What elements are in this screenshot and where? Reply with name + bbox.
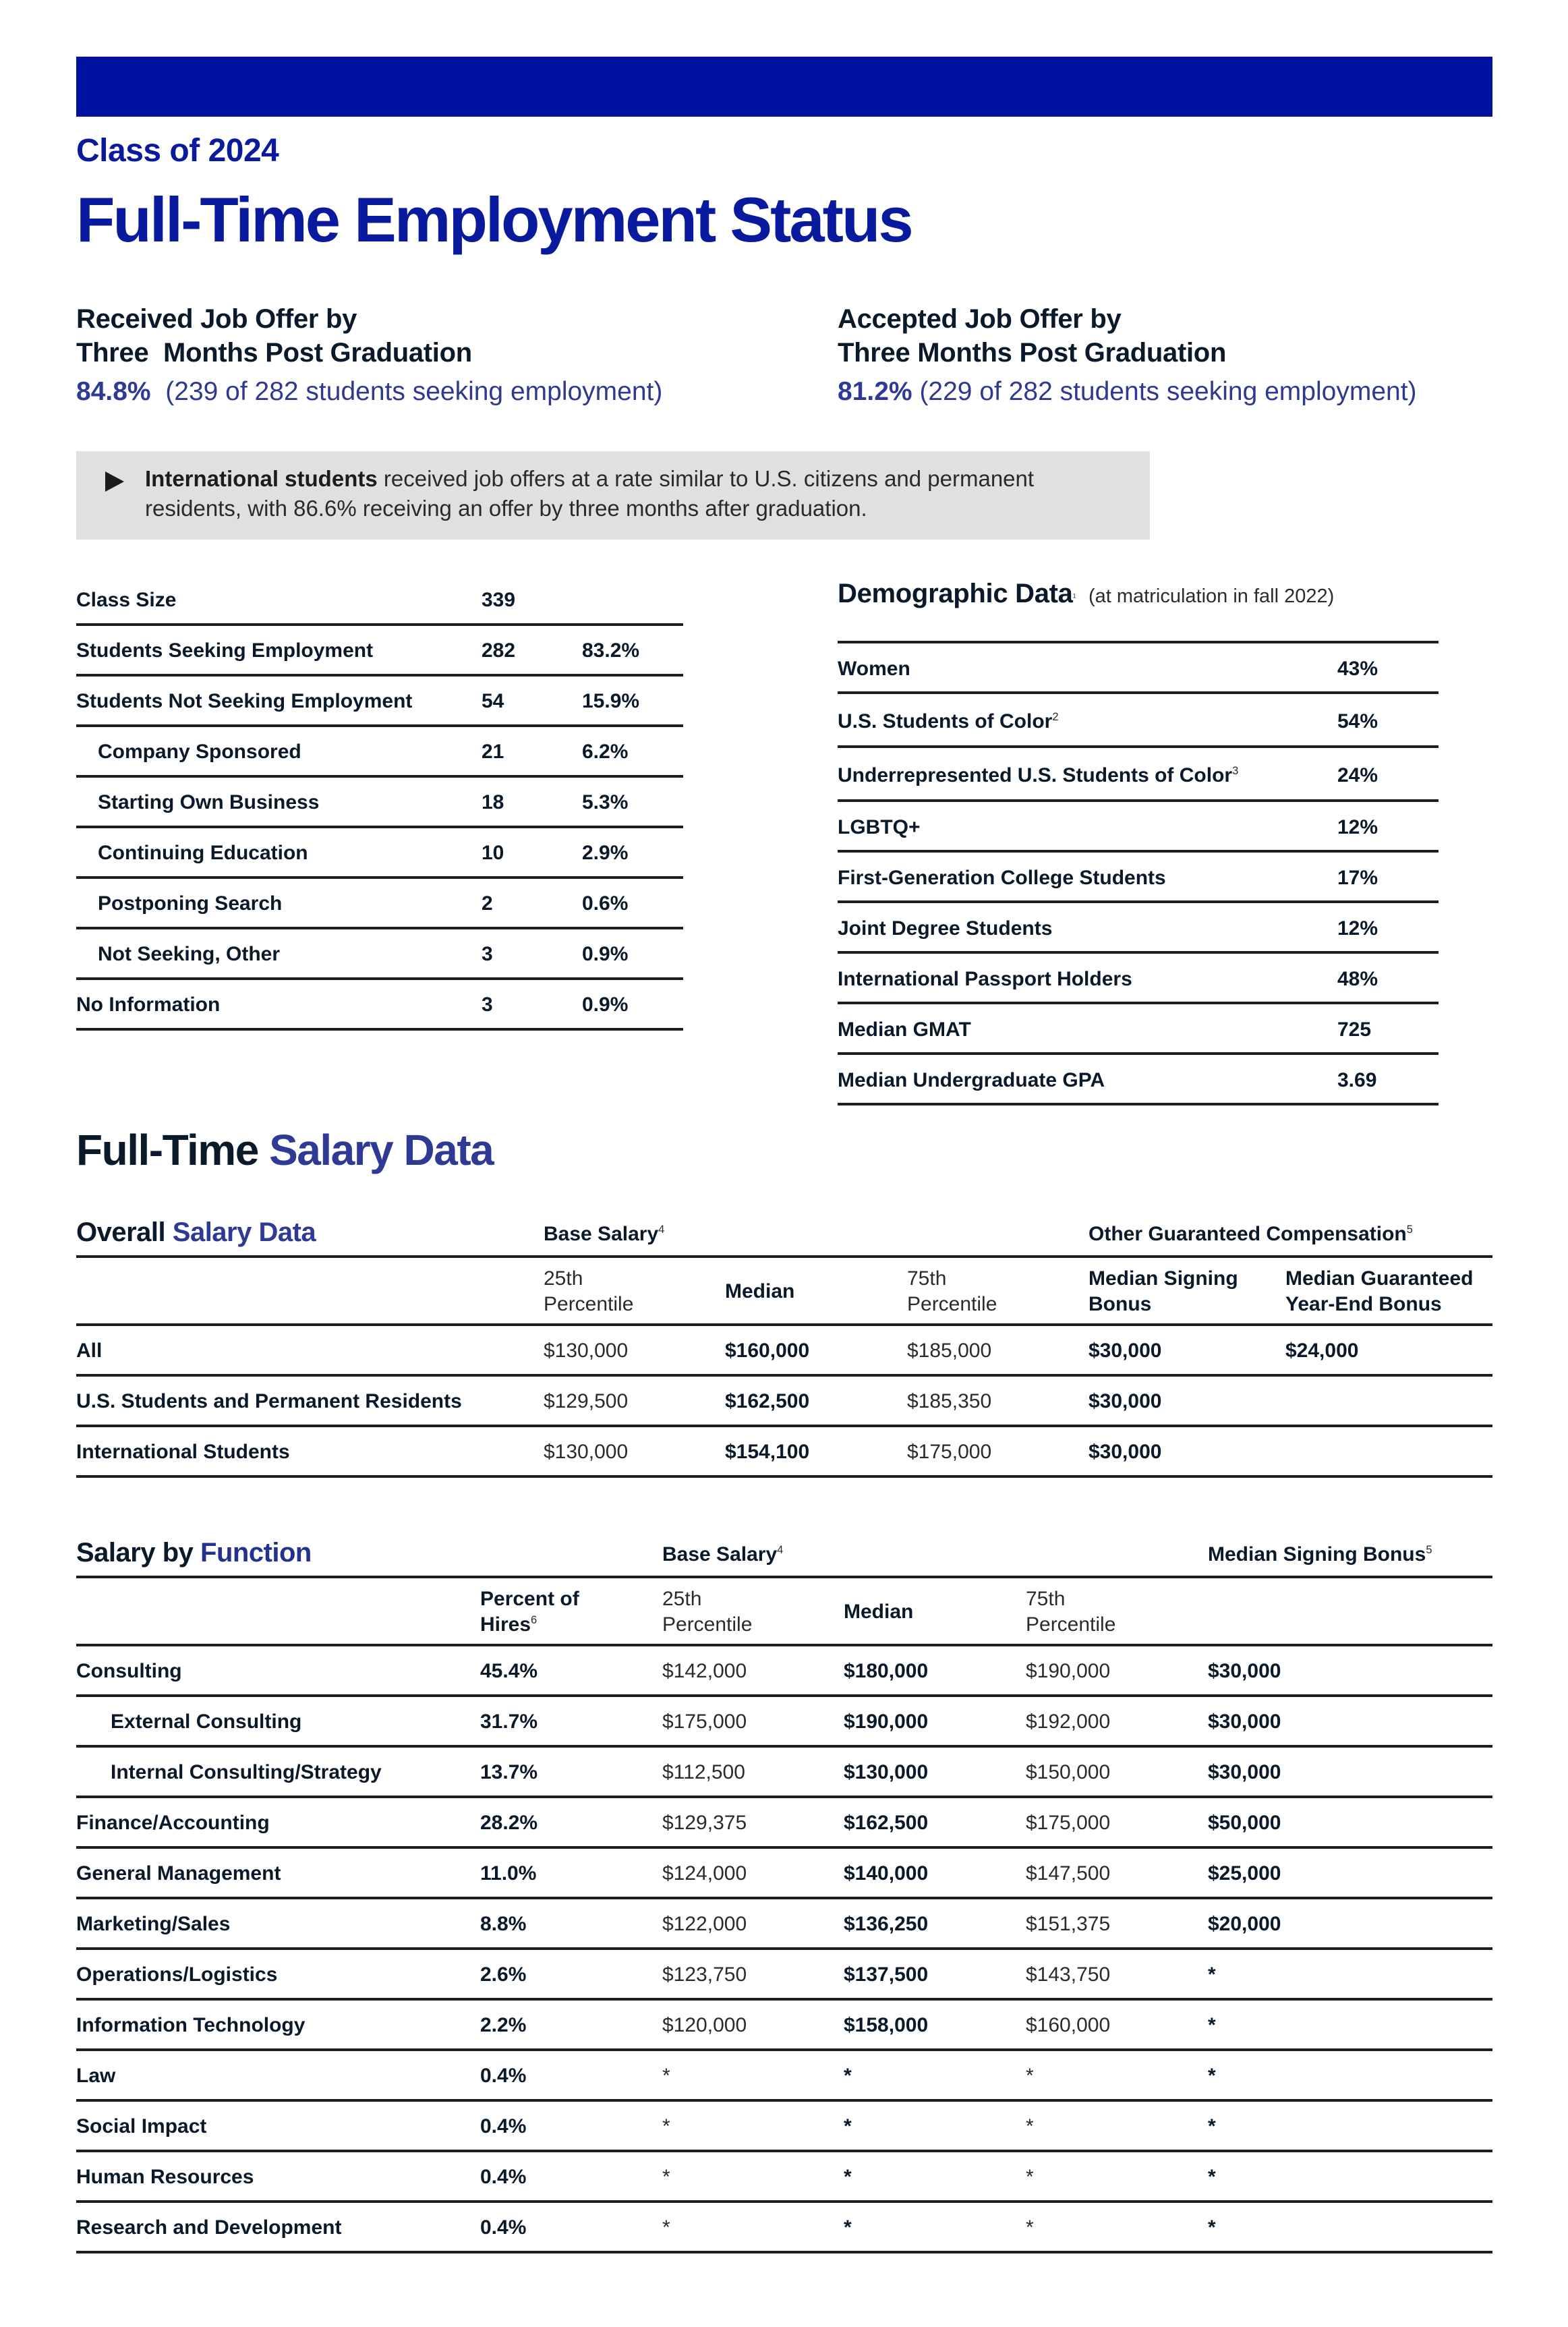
row-median: $162,500 xyxy=(844,1812,929,1834)
function-col-p25 xyxy=(662,1586,752,1638)
demographics-heading: Demographic Data xyxy=(838,579,1073,608)
row-label: Class Size xyxy=(76,589,177,611)
row-p25: $129,500 xyxy=(544,1390,629,1412)
table-row xyxy=(76,1748,1492,1798)
row-label xyxy=(838,764,1238,787)
function-col-hires xyxy=(480,1586,579,1638)
row-count: 54 xyxy=(482,690,504,712)
row-hires: 0.4% xyxy=(480,2216,527,2239)
row-p75: * xyxy=(1026,2166,1034,2188)
table-row xyxy=(76,929,683,980)
table-row xyxy=(76,1326,1492,1377)
table-row xyxy=(76,2102,1492,2152)
col-label: Percentile xyxy=(907,1293,997,1315)
row-median: * xyxy=(844,2115,852,2137)
row-p75: $147,500 xyxy=(1026,1862,1111,1885)
overall-col-signing xyxy=(1088,1266,1238,1317)
table-row xyxy=(838,748,1439,802)
row-count: 18 xyxy=(482,791,504,813)
row-p75: $185,000 xyxy=(907,1340,992,1362)
row-p75: $150,000 xyxy=(1026,1761,1111,1783)
label-text: Underrepresented U.S. Students of Color xyxy=(838,764,1233,786)
table-row xyxy=(76,1899,1492,1950)
row-p25: $175,000 xyxy=(662,1711,747,1733)
accepted-offer-block xyxy=(838,302,1417,409)
row-signing: $30,000 xyxy=(1088,1340,1162,1362)
row-p75: $175,000 xyxy=(907,1441,992,1463)
row-signing: $20,000 xyxy=(1208,1913,1281,1935)
table-row xyxy=(76,677,683,727)
row-median: $180,000 xyxy=(844,1660,929,1682)
row-hires: 28.2% xyxy=(480,1812,538,1834)
received-offer-stat xyxy=(76,375,662,409)
demographics-title xyxy=(838,579,1334,609)
row-label xyxy=(838,710,1059,733)
row-p75: $143,750 xyxy=(1026,1963,1111,1986)
row-median: $137,500 xyxy=(844,1963,929,1986)
row-label: Information Technology xyxy=(76,2014,306,2036)
row-p75: * xyxy=(1026,2065,1034,2087)
row-hires: 2.6% xyxy=(480,1963,527,1986)
row-percent: 15.9% xyxy=(582,690,640,712)
table-row xyxy=(838,954,1439,1004)
table-row xyxy=(838,1004,1439,1055)
table-row xyxy=(76,2152,1492,2203)
row-p25: * xyxy=(662,2166,670,2188)
row-percent: 6.2% xyxy=(582,741,629,763)
overall-col-median: Median xyxy=(725,1280,795,1302)
row-label: Finance/Accounting xyxy=(76,1812,270,1834)
row-median: $136,250 xyxy=(844,1913,929,1935)
overall-base-salary-group xyxy=(544,1222,664,1247)
function-salary-table xyxy=(76,1644,1492,2239)
row-signing: $50,000 xyxy=(1208,1812,1281,1834)
row-hires: 0.4% xyxy=(480,2115,527,2137)
header-bar xyxy=(76,57,1492,117)
row-value: 3.69 xyxy=(1337,1069,1377,1091)
row-hires: 11.0% xyxy=(480,1862,537,1885)
footnote-5: 5 xyxy=(1406,1224,1413,1236)
overall-header-rule xyxy=(76,1255,1492,1258)
overall-other-comp-group xyxy=(1088,1222,1413,1247)
function-title-part2: Function xyxy=(200,1538,312,1568)
row-label xyxy=(838,658,910,681)
table-row xyxy=(76,828,683,879)
row-signing: * xyxy=(1208,1963,1216,1986)
overall-col-p25 xyxy=(544,1266,633,1317)
table-row xyxy=(76,1427,1492,1478)
footnote-marker: 2 xyxy=(1052,711,1059,723)
table-row xyxy=(838,1055,1439,1105)
label-text: Women xyxy=(838,658,910,680)
overall-salary-title xyxy=(76,1217,316,1248)
label-text: LGBTQ+ xyxy=(838,816,921,838)
row-yearend: $24,000 xyxy=(1285,1340,1359,1362)
accepted-offer-stat xyxy=(838,375,1417,409)
row-label: All xyxy=(76,1340,103,1362)
row-median: $140,000 xyxy=(844,1862,929,1885)
row-label: External Consulting xyxy=(111,1711,302,1733)
row-median: $154,100 xyxy=(725,1441,810,1463)
callout-bold: International students xyxy=(145,466,378,491)
row-label: Internal Consulting/Strategy xyxy=(111,1761,382,1783)
row-median: * xyxy=(844,2166,852,2188)
overall-col-yearend xyxy=(1285,1266,1473,1317)
table-row xyxy=(76,879,683,929)
row-signing: $25,000 xyxy=(1208,1862,1281,1885)
row-label xyxy=(838,968,1132,991)
footnote-4: 4 xyxy=(658,1224,665,1236)
row-p25: $130,000 xyxy=(544,1441,629,1463)
row-label: Research and Development xyxy=(76,2216,342,2239)
row-signing: $30,000 xyxy=(1208,1711,1281,1733)
row-count: 3 xyxy=(482,943,493,965)
label-text: Median GMAT xyxy=(838,1018,971,1041)
overall-title-part1: Overall xyxy=(76,1217,173,1247)
row-median: $130,000 xyxy=(844,1761,929,1783)
row-signing: $30,000 xyxy=(1088,1441,1162,1463)
table-row xyxy=(76,1950,1492,2001)
row-signing: $30,000 xyxy=(1088,1390,1162,1412)
row-percent: 0.9% xyxy=(582,994,629,1016)
table-row xyxy=(76,727,683,778)
row-median: $158,000 xyxy=(844,2014,929,2036)
function-salary-title xyxy=(76,1538,312,1568)
row-p25: * xyxy=(662,2216,670,2239)
label-text: International Passport Holders xyxy=(838,968,1132,990)
row-label xyxy=(838,917,1052,940)
function-title-part1: Salary by xyxy=(76,1538,201,1568)
col-label: 75th xyxy=(1026,1588,1066,1610)
function-base-salary-group xyxy=(662,1542,783,1568)
salary-section-title xyxy=(76,1125,493,1175)
row-median: $160,000 xyxy=(725,1340,810,1362)
label-text: Joint Degree Students xyxy=(838,917,1053,940)
row-p25: * xyxy=(662,2115,670,2137)
callout-body: received job offers at a rate similar to U.S. citizens and permanent residents, with 86.6% receiving an offer by three months after graduation. xyxy=(145,466,1035,521)
table-row xyxy=(76,575,683,626)
row-signing: $30,000 xyxy=(1208,1761,1281,1783)
footnote-marker: 3 xyxy=(1232,765,1239,777)
row-p75: * xyxy=(1026,2115,1034,2137)
col-label: Percentile xyxy=(544,1293,634,1315)
row-signing: * xyxy=(1208,2065,1216,2087)
row-label xyxy=(838,867,1166,890)
label-text: Median Undergraduate GPA xyxy=(838,1069,1105,1091)
row-p75: $160,000 xyxy=(1026,2014,1111,2036)
table-row xyxy=(76,980,683,1031)
row-count: 2 xyxy=(482,892,493,915)
received-offer-percent: 84.8% xyxy=(76,377,151,406)
group-label: Base Salary xyxy=(662,1543,778,1565)
group-label: Median Signing Bonus xyxy=(1208,1543,1426,1565)
overall-title-part2: Salary Data xyxy=(172,1217,316,1247)
row-median: $162,500 xyxy=(725,1390,810,1412)
overall-salary-table xyxy=(76,1323,1492,1463)
row-value: 17% xyxy=(1337,867,1378,889)
col-label: 75th xyxy=(907,1267,947,1290)
row-hires: 0.4% xyxy=(480,2065,527,2087)
row-p75: $185,350 xyxy=(907,1390,992,1412)
row-label: Social Impact xyxy=(76,2115,207,2137)
accepted-offer-heading-line1: Accepted Job Offer by xyxy=(838,304,1122,334)
row-label: Marketing/Sales xyxy=(76,1913,231,1935)
row-signing: * xyxy=(1208,2216,1216,2239)
row-label: Operations/Logistics xyxy=(76,1963,278,1986)
row-p25: $123,750 xyxy=(662,1963,747,1986)
row-label: Students Not Seeking Employment xyxy=(76,690,413,712)
row-count: 10 xyxy=(482,842,504,864)
col-label: Percentile xyxy=(1026,1613,1116,1636)
row-percent: 5.3% xyxy=(582,791,629,813)
col-label: 25th xyxy=(662,1588,702,1610)
row-p25: $142,000 xyxy=(662,1660,747,1682)
table-row xyxy=(76,1697,1492,1748)
row-signing: * xyxy=(1208,2014,1216,2036)
table-row xyxy=(838,643,1439,694)
row-p75: * xyxy=(1026,2216,1034,2239)
page-title: Full-Time Employment Status xyxy=(76,184,912,255)
table-row xyxy=(838,903,1439,954)
row-percent: 0.9% xyxy=(582,943,629,965)
table-row xyxy=(76,626,683,677)
triangle-right-icon xyxy=(105,471,124,492)
col-label: Median Guaranteed xyxy=(1285,1267,1474,1290)
overall-col-p75 xyxy=(907,1266,997,1317)
row-hires: 2.2% xyxy=(480,2014,527,2036)
row-count: 3 xyxy=(482,994,493,1016)
row-label: Law xyxy=(76,2065,116,2087)
salary-title-part1: Full-Time xyxy=(76,1126,270,1174)
row-label: General Management xyxy=(76,1862,281,1885)
row-p25: $122,000 xyxy=(662,1913,747,1935)
row-p75: $151,375 xyxy=(1026,1913,1111,1935)
row-p25: * xyxy=(662,2065,670,2087)
row-value: 12% xyxy=(1337,816,1378,838)
row-median: $190,000 xyxy=(844,1711,929,1733)
table-row xyxy=(76,778,683,828)
label-text: First-Generation College Students xyxy=(838,867,1166,889)
row-percent: 0.6% xyxy=(582,892,629,915)
row-p25: $120,000 xyxy=(662,2014,747,2036)
table-row xyxy=(76,2051,1492,2102)
col-label: Year-End Bonus xyxy=(1285,1293,1442,1315)
row-percent: 2.9% xyxy=(582,842,629,864)
class-year-label: Class of 2024 xyxy=(76,133,279,169)
demographics-table xyxy=(838,641,1439,1091)
row-label: Not Seeking, Other xyxy=(98,943,281,965)
salary-title-part2: Salary Data xyxy=(269,1126,494,1174)
accepted-offer-detail: (229 of 282 students seeking employment) xyxy=(919,377,1417,406)
table-row xyxy=(76,2203,1492,2253)
row-p25: $129,375 xyxy=(662,1812,747,1834)
received-offer-heading-line2: Three Months Post Graduation xyxy=(76,338,472,368)
row-label: Continuing Education xyxy=(98,842,308,864)
row-p75: $192,000 xyxy=(1026,1711,1111,1733)
group-label: Other Guaranteed Compensation xyxy=(1088,1223,1407,1245)
row-signing: $30,000 xyxy=(1208,1660,1281,1682)
col-label: 25th xyxy=(544,1267,583,1290)
row-label: Company Sponsored xyxy=(98,741,301,763)
row-label: U.S. Students and Permanent Residents xyxy=(76,1390,462,1412)
row-label xyxy=(838,1069,1105,1092)
row-value: 43% xyxy=(1337,658,1378,680)
demographics-footnote: 1 xyxy=(1072,592,1076,600)
row-percent: 83.2% xyxy=(582,639,640,662)
function-col-p75 xyxy=(1026,1586,1115,1638)
row-label xyxy=(838,816,921,839)
function-header-rule xyxy=(76,1576,1492,1578)
col-label: Bonus xyxy=(1088,1293,1152,1315)
row-median: * xyxy=(844,2216,852,2239)
row-value: 725 xyxy=(1337,1018,1372,1041)
table-row xyxy=(76,2001,1492,2051)
function-signing-group xyxy=(1208,1542,1432,1568)
row-value: 54% xyxy=(1337,710,1378,732)
table-row xyxy=(76,1849,1492,1899)
row-label: No Information xyxy=(76,994,221,1016)
row-hires: 31.7% xyxy=(480,1711,538,1733)
row-label: Human Resources xyxy=(76,2166,254,2188)
received-offer-block xyxy=(76,302,662,409)
international-students-callout xyxy=(76,451,1150,540)
row-hires: 13.7% xyxy=(480,1761,538,1783)
row-label: Postponing Search xyxy=(98,892,283,915)
table-row xyxy=(76,1377,1492,1427)
row-p25: $130,000 xyxy=(544,1340,629,1362)
col-label: Median Signing xyxy=(1088,1267,1238,1290)
row-value: 48% xyxy=(1337,968,1378,990)
row-value: 24% xyxy=(1337,764,1378,786)
table-row xyxy=(838,694,1439,748)
row-hires: 0.4% xyxy=(480,2166,527,2188)
label-text: U.S. Students of Color xyxy=(838,710,1053,732)
col-label: Percent of xyxy=(480,1588,579,1610)
row-hires: 8.8% xyxy=(480,1913,527,1935)
row-p25: $112,500 xyxy=(662,1761,745,1783)
accepted-offer-percent: 81.2% xyxy=(838,377,912,406)
demographics-subtitle: (at matriculation in fall 2022) xyxy=(1088,585,1335,607)
table-row xyxy=(838,853,1439,903)
row-median: * xyxy=(844,2065,852,2087)
row-count: 21 xyxy=(482,741,504,763)
col-label: Hires xyxy=(480,1613,531,1636)
row-label xyxy=(838,1018,971,1041)
accepted-offer-heading-line2: Three Months Post Graduation xyxy=(838,338,1227,368)
row-label: Students Seeking Employment xyxy=(76,639,374,662)
row-signing: * xyxy=(1208,2115,1216,2137)
received-offer-detail: (239 of 282 students seeking employment) xyxy=(165,377,663,406)
table-row xyxy=(838,802,1439,853)
row-hires: 45.4% xyxy=(480,1660,538,1682)
row-count: 282 xyxy=(482,639,516,662)
row-signing: * xyxy=(1208,2166,1216,2188)
row-p25: $124,000 xyxy=(662,1862,747,1885)
footnote-5: 5 xyxy=(1426,1544,1432,1556)
received-offer-heading-line1: Received Job Offer by xyxy=(76,304,357,334)
row-p75: $190,000 xyxy=(1026,1660,1111,1682)
row-label: Starting Own Business xyxy=(98,791,320,813)
group-label: Base Salary xyxy=(544,1223,659,1245)
table-row xyxy=(76,1646,1492,1697)
table-row xyxy=(76,1798,1492,1849)
footnote-4: 4 xyxy=(777,1544,784,1556)
col-label: Percentile xyxy=(662,1613,753,1636)
row-label: International Students xyxy=(76,1441,290,1463)
row-p75: $175,000 xyxy=(1026,1812,1111,1834)
callout-text xyxy=(145,464,1116,523)
row-value: 12% xyxy=(1337,917,1378,940)
footnote-6: 6 xyxy=(531,1614,538,1626)
function-col-median: Median xyxy=(844,1601,914,1623)
row-count: 339 xyxy=(482,589,516,611)
row-label: Consulting xyxy=(76,1660,182,1682)
